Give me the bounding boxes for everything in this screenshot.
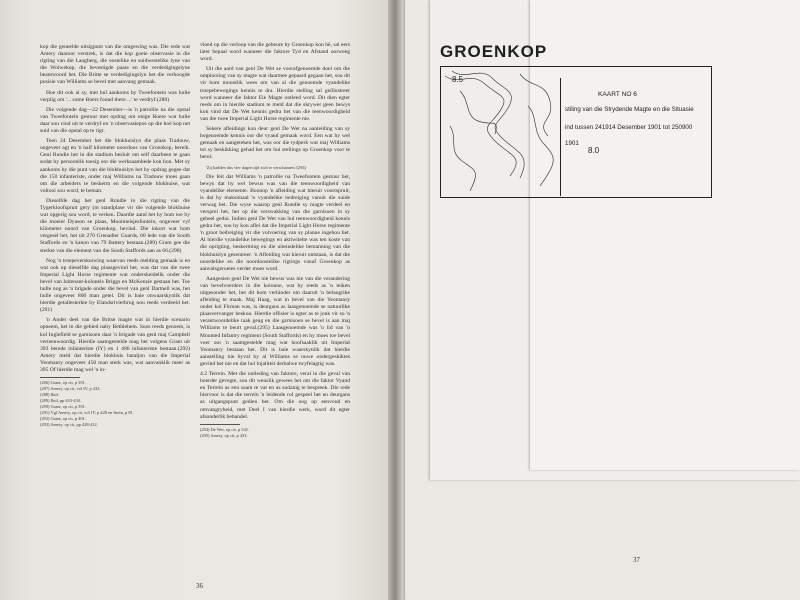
paragraph: Nog 'n troepeverskuiwing waarvan reeds melding gemaak is en wat ook op dieselfde dag plaasgevind het, was dat van die twee Imperial Light Horse regimente wat onderskeidelik onder die bevel van luitenant-kolonels Briggs en McKenzie gestaan het. Toe hulle nog as 'n brigade onder die bevel van genl Dartnell was, het hulle ongeveer 800 man getel. Dit is baie onwaarskynlik dat hierdie getallesterkte by Elandsrivierbrug nou reeds verdeeld het.(291) <box>40 257 190 314</box>
paragraph: Die feit dat Williams 'n patrollie na Tweefontein gestuur het, bewys dat hy wel bewus was van die teenwoordigheid van vyandelike elemente. Boonop 'n afleiding wat hieruit voortspruit, is dat hy maksimaal 'n vyandelike bedreiging vanuit die suide verwag het. Die wyse waarop genl Rundle sy magte verdeel en versprei het, het op die verswakking van die garnisoen in sy geheel gedui. Indien genl De Wet van hul teenwoordigheid kennis gedra het, sou hy kon aflei dat die Imperial Light Horse regimente 'n groot bedreiging vir die volvoering van sy planne ingehou het. Al hierdie vyandelike bewegings en aktiwiteite was ten koste van die oprigting, beskerming en die uiteindelike bemanning van die blokhuislyn gesentreer. 'n Afleiding wat hieruit ontstaan, is dat die noordelike en die noordoostelike rigtings vanaf Groenkop as aanvalsgeroetes verder moes word. <box>200 173 350 272</box>
paragraph: Aangesien genl De Wet nie bewus was nie van die verandering van bevelvoerders in die kolonne, wat hy reeds as 'n teiken uitgesonder het, het dit hom verhinder om daaruit 'n belangrike afleiding te maak. Maj Haag, wat in bevel van die Yeomanry onder kol Firman was, is deurgans as laasgenoemde se natuurlike plaasvervanger beskou. Hierdie offisier is egter as te jonk vir so 'n verantwoordelike taak geag en die garnisoen se bevel is aan maj Williams te beurt geval.(295) Laasgenoemde was 'n lid van 'n Mounted Infantry regiment (South Staffords) en hy moes toe bevel voer oor 'n saamgestelde mag wat hoofsaaklik uit Imperial Yeomanry bestaan het. Dit is baie waarskynlik dat hierdie aanstelling nie byval by al Williams se nuwe ondergeskiktes gevind het nie en dat hul lojaliteit derhalwe twyfelagtig was. <box>200 275 350 367</box>
paragraph: Uit die aard van genl De Wet se voorafgenoemde doel om die ontplooiing van sy magte wat daarmee gepaard gegaan het, sou dit vir hom moontlik wees om van al die genoemde vyandelike troepebewegings kennis te dra. Hierdie stelling sal geïllustreer word wanneer die faktor Eie Magte ontleed word. Dit dien egter reeds om in hierdie stadium te meld dat die skrywer geen bewys kon vind dat De Wet kennis gedra het van die teenwoordigheid van die twee Imperial Light Horse regimente nie. <box>200 66 350 122</box>
footnote: (294) De Wet, op cit, p 342. <box>200 426 249 432</box>
map-title: GROENKOP <box>440 42 548 61</box>
paragraph: Hoe dit ook al sy, met hul aankoms by Tweefontein was hulle verplig om '... some Boers found there ...' te verdryf.(288) <box>40 89 190 103</box>
footnote: (293) Amery, op cit, pp 428-432. <box>40 422 98 428</box>
footnote: (287) Amery, op cit, vol IV, p 433. <box>40 386 101 392</box>
book-gutter <box>388 0 402 600</box>
left-column-1 <box>40 44 190 428</box>
footnote-rule <box>40 377 80 378</box>
map-number: KAART NO 6 <box>598 91 637 98</box>
legend-line: ind tussen 241914 Desember 1901 tot 250900 <box>565 124 693 131</box>
paragraph: Teen 24 Desember het die blokhuislyn die plaas Tradouw, ongeveer agt en 'n half kilometer noordoos van Groenkop, bereik. Genl Rundle het in die stadium besluit om self daarheen te gaan sodat hy persoonlik toesig oor die werksaamhede kon hou. Met sy aankoms by die punt van die blokhuislyn het hy opdrag gegee dat die 150 infanteriste, onder maj Williams na Tradouw moes gaan om die arbeiders te beskerm en die volgende blokhuise, wat voltooi sou word, te beman. <box>40 138 190 194</box>
footnote-rule <box>200 424 240 425</box>
grid-label: 8.5 <box>452 75 464 84</box>
paragraph: Die volgende dag—22 Desember—is 'n patrollie na die opstal van Tweefontein gestuur met opdrag om enige Boere wat hulle daar sou vind uit te verdryf en 'n observasiepos op die hoë kop net suid van die opstal op te rigt. <box>40 106 190 135</box>
grid-label: 8.0 <box>588 146 600 155</box>
left-page <box>0 0 395 600</box>
footnote: (292) Grant, op cit, p 401. <box>40 416 86 422</box>
footnote: (286) Grant, op cit, p 391. <box>40 380 86 386</box>
paragraph: 'n Ander deel van die Britse magte wat in hierdie scenario opneem, het in die gebied naby Bethlehem. Soos reeds genoem, is kol Inglefield se garnisoen daar 'n brigade van genl maj Campbell verteenwoordig. Hierdie saamgestelde mag het volgens Grant uit 393 berede infanteriste (IY) en 1 486 infanteriste bestaan.(292) Amery meld dat hierdie blokhuis bataljon van die Imperial Yeomanry ongeveer 450 man sterk was, wat aanvanklik meer as 395 Of hierdie mag wel 'n in- <box>40 317 190 374</box>
paragraph: Sekere afleidings kon deur genl De Wet na aanleiding van sy bogenoemde kennis oor die vyand gemaak word. Een wat hy wel gemaak en aangeteken het, was oor die tydperk wat maj Williams tot sy beskikking gehad het om hul stellings op Groenkop voor te berei: <box>200 126 350 161</box>
section-terrein: 4.2 Terrein. Met die ontleding van faktore, veral in die geval van hoerder gevegte, sou dit wenslik gewees het om die faktor Vyand en Terrein as een saam te vat en as sodanig te bespreek. Die rede hiervoor is dat die terrein 'n leidende rol gespeel het en deurgans as uitgangspunt gedien het. Om die oog op eenvoud en omvangryheid, met Deel I van hierdie werk, word dit egter afsonderlik behandel. <box>200 371 350 420</box>
paragraph: vloed op die verloop van die gebeure by Groenkop kon hê, sal eers later bepaal word wanneer die faktore Tyd en Afstand oorweeg word. <box>200 42 350 63</box>
quotation: 'Zij hadden dus vier dagen tijd zich te verschansen.'(294) <box>206 164 306 170</box>
left-column-2 <box>200 42 350 439</box>
footnote: (295) Amery, op cit, p 433. <box>200 432 248 438</box>
footnote: (288) Ibid. <box>40 392 59 398</box>
footnote: (290) Grant, op cit, p 391. <box>40 404 86 410</box>
footnote: (291) Vgl Amery, op cit, vol IV, p 428 en Iterin, p 81. <box>40 410 134 416</box>
legend-line: stiling van die Strydende Magte en die Situasie <box>565 106 694 113</box>
legend-line: 1901 <box>565 140 579 147</box>
paragraph: kop die geneelde uitsigpunt van die omgewing was. Die rede wat Amery daaroor verstrek, is dat die kop goeie observasie in die rigting van die Langberg, die oostelike en suidwestelike lyne van die Wolwekop, die bevestigde paaie en die verdedigingslyne beantwoord het. Die Britte se verdedigingslyn het die verhoogde posisie van Williams se bevel met aanvang gemaak. <box>40 44 190 86</box>
page-number-right: 37 <box>633 556 640 564</box>
paragraph: Dieselfde dag het genl Rundle in die rigting van die Tygerkloofspruit gery (m standplase vir die volgende blokhuise wat opgerig sou word, te verken. Daardie aand het hy hom toe by die moeier Dyason se plaas, Mooimeisjesfontein, ongeveer vyf kilometer noord van Groenkop, bevind. Die inkort wat hom vergesel het, het uit 270 Grenadier Guards, 60 lede van die South Staffords en 'n kanon van 79 Battery bestaan.(289) Gram gee die sterkte van die element van die South Staffords aan as 66.(290) <box>40 197 190 254</box>
footnote: (289) Ibid, pp 433-434. <box>40 398 82 404</box>
page-number-left: 36 <box>196 582 203 590</box>
